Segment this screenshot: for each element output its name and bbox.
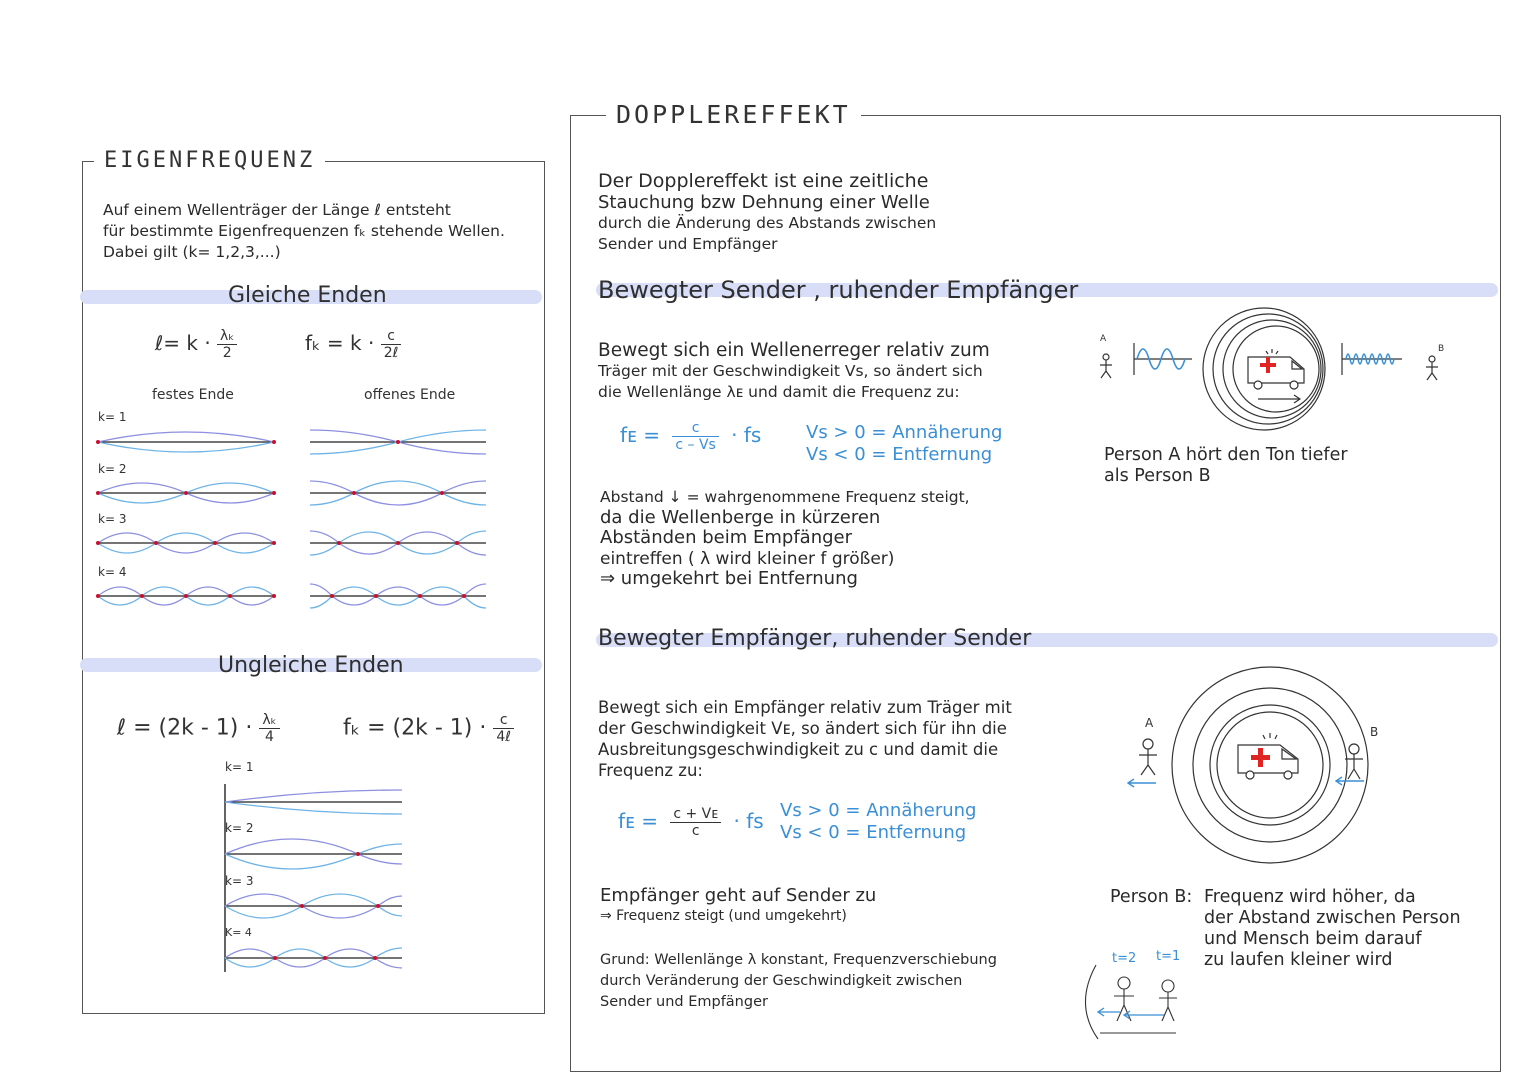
k-label: k= 4 <box>98 565 127 579</box>
gleich-formula-length: ℓ= k · $\frac{\text{λₖ}}{2}$ <box>155 328 237 361</box>
doppler-intro: Der Dopplereffekt ist eine zeitliche Stauchung bzw Dehnung einer Welle durch die Änderung des Abstands zwischen Sender und Empfänger <box>598 170 937 253</box>
person-b-label: B <box>1438 344 1445 354</box>
person-a-label: A <box>1145 716 1154 730</box>
ungleich-formula-length: ℓ = (2k - 1) · $\frac{\text{λₖ}}{4}$ <box>117 712 280 745</box>
ungleich-formula-frequency: fₖ = (2k - 1) · $\frac{c}{\text{4ℓ}}$ <box>343 712 514 745</box>
moving-sender-illustration <box>1096 303 1456 413</box>
empfaenger-conditions: Vs > 0 = Annäherung Vs < 0 = Entfernung <box>780 800 977 843</box>
empfaenger-heading: Bewegter Empfänger, ruhender Sender <box>598 626 1032 651</box>
eigenfrequenz-title: EIGENFREQUENZ <box>94 148 325 173</box>
time-step-sketch <box>1080 965 1190 1045</box>
person-b-label: B <box>1370 725 1379 739</box>
label-offenes-ende: offenes Ende <box>364 387 456 403</box>
sender-explanation: Abstand ↓ = wahrgenommene Frequenz steigt, da die Wellenberge in kürzeren Abständen beim Empfänger eintreffen ( λ wird kleiner f größer) ⇒ umgekehrt bei Entfernung <box>600 488 970 589</box>
time-label-t1: t=1 <box>1156 949 1181 964</box>
doppler-title: DOPPLEREFFEKT <box>606 100 861 129</box>
empfaenger-text: Bewegt sich ein Empfänger relativ zum Träger mit der Geschwindigkeit Vᴇ, so ändert sich für ihn die Ausbreitungsgeschwindigkeit zu c und damit die Frequenz zu: <box>598 698 1012 780</box>
ungleiche-enden-heading: Ungleiche Enden <box>218 653 404 678</box>
empfaenger-reason: Grund: Wellenlänge λ konstant, Frequenzverschiebung durch Veränderung der Geschwindigkeit zwischen Sender und Empfänger <box>600 952 997 1010</box>
moving-receiver-illustration <box>1120 665 1420 875</box>
empfaenger-caption-head: Person B: <box>1110 887 1193 907</box>
gleiche-enden-heading: Gleiche Enden <box>228 283 387 308</box>
eigen-intro: Auf einem Wellenträger der Länge ℓ entsteht für bestimmte Eigenfrequenzen fₖ stehende Wellen. Dabei gilt (k= 1,2,3,...) <box>103 201 505 261</box>
empfaenger-formula: fᴇ = $\frac{\text{c + Vᴇ}}{c}$ · fs <box>618 806 764 839</box>
empfaenger-caption: Frequenz wird höher, da der Abstand zwischen Person und Mensch beim darauf zu laufen kleiner wird <box>1204 887 1461 970</box>
sender-heading: Bewegter Sender , ruhender Empfänger <box>598 276 1079 304</box>
time-label-t2: t=2 <box>1112 951 1137 966</box>
empfaenger-explanation: Empfänger geht auf Sender zu ⇒ Frequenz steigt (und umgekehrt) <box>600 885 877 924</box>
sender-formula: fᴇ = $\frac{c}{c - Vs}$ · fs <box>620 420 762 453</box>
sender-caption: Person A hört den Ton tiefer als Person B <box>1104 445 1348 486</box>
k-label: k= 1 <box>98 410 127 424</box>
gleich-formula-frequency: fₖ = k · $\frac{c}{\text{2ℓ}}$ <box>305 328 401 361</box>
standing-waves-open <box>310 420 510 620</box>
k-label: k= 2 <box>98 462 127 476</box>
sender-text: Bewegt sich ein Wellenerreger relativ zum Träger mit der Geschwindigkeit Vs, so ändert sich die Wellenlänge λᴇ und damit die Frequenz zu: <box>598 340 990 401</box>
k-label: k= 3 <box>225 874 254 888</box>
label-festes-ende: festes Ende <box>152 387 234 403</box>
k-label: k= 1 <box>225 760 254 774</box>
standing-waves-fixed <box>96 420 296 620</box>
k-label: K= 4 <box>225 926 252 939</box>
k-label: k= 2 <box>225 821 254 835</box>
standing-waves-mixed <box>222 782 412 982</box>
person-a-label: A <box>1100 334 1107 344</box>
sender-conditions: Vs > 0 = Annäherung Vs < 0 = Entfernung <box>806 422 1003 465</box>
k-label: k= 3 <box>98 512 127 526</box>
